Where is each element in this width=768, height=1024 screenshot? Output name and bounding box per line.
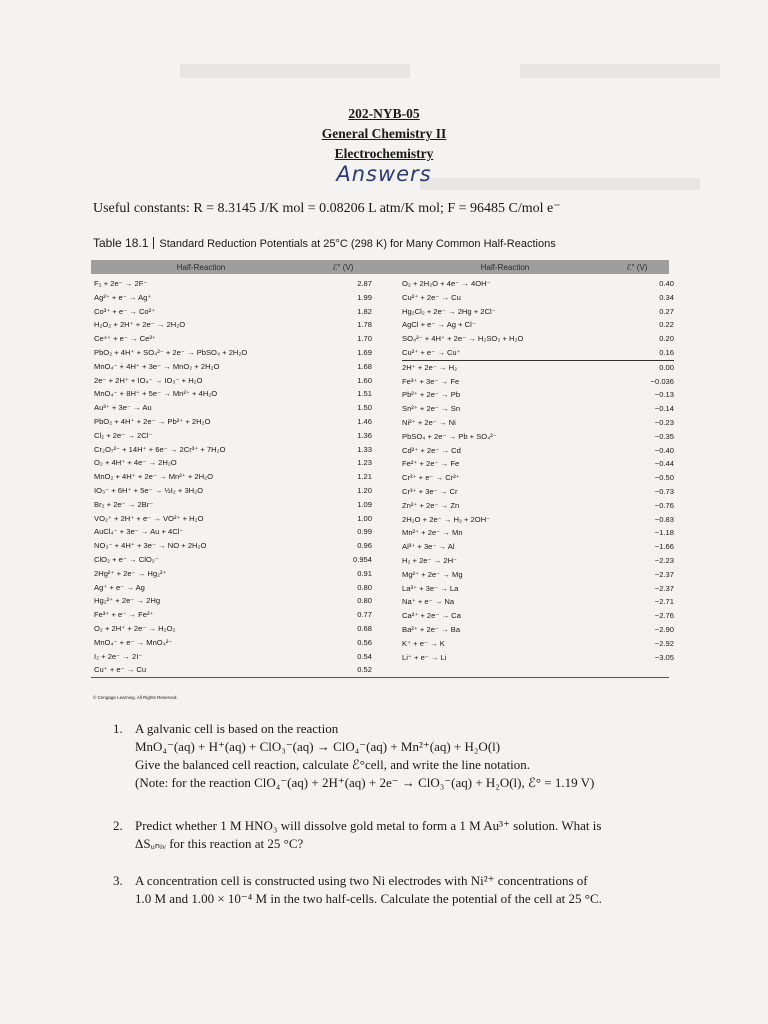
half-reaction-cell: Ag⁺ + e⁻ → Ag (94, 582, 145, 592)
question-3 (113, 872, 683, 908)
potential-cell: 0.56 (357, 637, 372, 647)
potential-cell: −2.71 (654, 597, 674, 607)
table-caption-text: Standard Reduction Potentials at 25°C (298 K) for Many Common Half-Reactions (159, 238, 556, 250)
half-reaction-cell: ClO₂ + e⁻ → ClO₂⁻ (94, 554, 159, 564)
half-reaction-cell: PbO₂ + 4H⁺ + 2e⁻ → Pb²⁺ + 2H₂O (94, 416, 211, 426)
table-header-row (91, 260, 669, 274)
half-reaction-cell: Fe³⁺ + 3e⁻ → Fe (402, 376, 460, 386)
question-line: Give the balanced cell reaction, calculate ℰ°cell, and write the line notation. (135, 757, 530, 772)
table-row (402, 582, 674, 596)
left-column (91, 277, 372, 677)
potential-cell: −2.37 (654, 569, 674, 579)
half-reaction-cell: Cr³⁺ + 3e⁻ → Cr (402, 486, 458, 496)
table-row (94, 415, 372, 429)
table-row (94, 346, 372, 360)
question-number: 1. (113, 721, 123, 736)
table-row (94, 443, 372, 457)
table-row (402, 526, 674, 540)
potential-cell: 1.51 (357, 389, 372, 399)
table-row (402, 651, 674, 665)
half-reaction-cell: Zn²⁺ + 2e⁻ → Zn (402, 500, 460, 510)
table-row (402, 291, 674, 305)
half-reaction-cell: Cu⁺ + e⁻ → Cu (94, 665, 147, 675)
table-row (94, 539, 372, 553)
header-potential-right: ℰ° (V) (626, 262, 648, 272)
table-row (402, 402, 674, 416)
table-row (94, 305, 372, 319)
table-row (94, 594, 372, 608)
potential-cell: 0.16 (659, 347, 674, 357)
potential-cell: −2.92 (654, 638, 674, 648)
table-label: Table 18.1 (93, 236, 149, 250)
half-reaction-cell: PbSO₄ + 2e⁻ → Pb + SO₄²⁻ (402, 431, 497, 441)
potential-cell: 1.00 (357, 513, 372, 523)
potential-cell: 0.54 (357, 651, 372, 661)
half-reaction-cell: Hg₂Cl₂ + 2e⁻ → 2Hg + 2Cl⁻ (402, 306, 496, 316)
half-reaction-cell: K⁺ + e⁻ → K (402, 638, 445, 648)
potential-cell: 1.68 (357, 361, 372, 371)
potential-cell: 1.60 (357, 375, 372, 385)
document-topic: Electrochemistry (334, 146, 434, 161)
table-row (402, 318, 674, 332)
potential-cell: 0.27 (659, 306, 674, 316)
bleed-through-shading (520, 64, 720, 78)
table-row (94, 374, 372, 388)
table-row (94, 456, 372, 470)
table-row (94, 291, 372, 305)
table-row (94, 332, 372, 346)
half-reaction-cell: Au³⁺ + 3e⁻ → Au (94, 403, 152, 413)
potential-cell: 0.91 (357, 568, 372, 578)
potential-cell: 2.87 (357, 279, 372, 288)
half-reaction-cell: Pb²⁺ + 2e⁻ → Pb (402, 390, 461, 400)
table-row (402, 361, 674, 375)
half-reaction-cell: O₂ + 2H₂O + 4e⁻ → 4OH⁻ (402, 279, 491, 288)
reduction-potential-table (91, 260, 674, 678)
potential-cell: −3.05 (654, 652, 674, 662)
table-row (402, 332, 674, 346)
course-code: 202-NYB-05 (348, 106, 420, 121)
half-reaction-cell: Na⁺ + e⁻ → Na (402, 597, 455, 607)
half-reaction-cell: O₂ + 4H⁺ + 4e⁻ → 2H₂O (94, 458, 177, 468)
table-row (402, 457, 674, 471)
potential-cell: 0.954 (352, 554, 372, 564)
half-reaction-cell: SO₄²⁻ + 4H⁺ + 2e⁻ → H₂SO₃ + H₂O (402, 334, 524, 344)
potential-cell: 1.50 (357, 403, 372, 413)
table-row (94, 567, 372, 581)
half-reaction-cell: Mn²⁺ + 2e⁻ → Mn (402, 528, 463, 538)
potential-cell: 1.09 (357, 499, 372, 509)
half-reaction-cell: NO₃⁻ + 4H⁺ + 3e⁻ → NO + 2H₂O (94, 541, 207, 551)
table-row (94, 360, 372, 374)
half-reaction-cell: H₂O₂ + 2H⁺ + 2e⁻ → 2H₂O (94, 320, 186, 330)
header-potential-left: ℰ° (V) (332, 262, 354, 272)
half-reaction-cell: MnO₂ + 4H⁺ + 2e⁻ → Mn²⁺ + 2H₂O (94, 472, 213, 482)
potential-cell: 1.69 (357, 347, 372, 357)
bleed-through-shading (180, 64, 410, 78)
useful-constants: Useful constants: R = 8.3145 J/K mol = 0.08206 L atm/K mol; F = 96485 C/mol e⁻ (93, 201, 561, 216)
potential-cell: 1.46 (357, 416, 372, 426)
half-reaction-cell: MnO₄⁻ + e⁻ → MnO₄²⁻ (94, 637, 173, 647)
potential-cell: −2.23 (654, 555, 674, 565)
half-reaction-cell: Ce⁴⁺ + e⁻ → Ce³⁺ (94, 334, 156, 344)
half-reaction-cell: O₂ + 2H⁺ + 2e⁻ → H₂O₂ (94, 623, 176, 633)
potential-cell: −0.76 (654, 500, 674, 510)
potential-cell: −0.44 (654, 459, 674, 469)
half-reaction-cell: PbO₂ + 4H⁺ + SO₄²⁻ + 2e⁻ → PbSO₄ + 2H₂O (94, 347, 248, 357)
table-row (94, 608, 372, 622)
table-row (94, 429, 372, 443)
header-half-reaction-right: Half-Reaction (480, 262, 530, 272)
table-row (94, 484, 372, 498)
potential-cell: 1.82 (357, 306, 372, 316)
half-reaction-cell: Fe²⁺ + 2e⁻ → Fe (402, 459, 460, 469)
half-reaction-cell: 2e⁻ + 2H⁺ + IO₄⁻ → IO₃⁻ + H₂O (94, 375, 203, 385)
half-reaction-cell: F₂ + 2e⁻ → 2F⁻ (94, 279, 148, 288)
potential-cell: −0.50 (654, 473, 674, 483)
half-reaction-cell: Al³⁺ + 3e⁻ → Al (402, 542, 455, 552)
half-reaction-cell: Cr₂O₇²⁻ + 14H⁺ + 6e⁻ → 2Cr³⁺ + 7H₂O (94, 444, 226, 454)
potential-cell: 0.80 (357, 582, 372, 592)
table-row (94, 663, 372, 677)
half-reaction-cell: Fe³⁺ + e⁻ → Fe²⁺ (94, 610, 154, 620)
question-2 (113, 817, 683, 853)
half-reaction-cell: Br₂ + 2e⁻ → 2Br⁻ (94, 499, 154, 509)
table-row (402, 485, 674, 499)
right-column (402, 277, 674, 677)
potential-cell: 0.22 (659, 320, 674, 330)
table-row (402, 416, 674, 430)
half-reaction-cell: Hg₂²⁺ + 2e⁻ → 2Hg (94, 596, 161, 606)
half-reaction-cell: Cu²⁺ + 2e⁻ → Cu (402, 292, 461, 302)
potential-cell: −1.66 (654, 542, 674, 552)
table-row (402, 595, 674, 609)
half-reaction-cell: Ba²⁺ + 2e⁻ → Ba (402, 624, 461, 634)
table-row (94, 512, 372, 526)
table-row (402, 444, 674, 458)
table-row (94, 277, 372, 291)
half-reaction-cell: La³⁺ + 3e⁻ → La (402, 583, 459, 593)
table-row (94, 401, 372, 415)
potential-cell: 0.40 (659, 279, 674, 288)
table-row (402, 637, 674, 651)
half-reaction-cell: I₂ + 2e⁻ → 2I⁻ (94, 651, 143, 661)
question-line: 1.0 M and 1.00 × 10⁻⁴ M in the two half-cells. Calculate the potential of the cell at 25 °C. (135, 891, 602, 906)
potential-cell: 1.20 (357, 485, 372, 495)
question-number: 2. (113, 818, 123, 833)
half-reaction-cell: AgCl + e⁻ → Ag + Cl⁻ (402, 320, 476, 330)
potential-cell: 0.68 (357, 623, 372, 633)
potential-cell: 1.99 (357, 292, 372, 302)
half-reaction-cell: 2H⁺ + 2e⁻ → H₂ (402, 362, 458, 372)
handwritten-answers: Answers (336, 162, 432, 186)
potential-cell: 1.23 (357, 458, 372, 468)
potential-cell: 1.70 (357, 334, 372, 344)
table-row (94, 318, 372, 332)
half-reaction-cell: MnO₄⁻ + 4H⁺ + 3e⁻ → MnO₂ + 2H₂O (94, 361, 220, 371)
table-row (402, 346, 674, 361)
document-title: General Chemistry II (321, 126, 447, 141)
header-half-reaction-left: Half-Reaction (176, 262, 226, 272)
potential-cell: 0.77 (357, 610, 372, 620)
table-row (402, 305, 674, 319)
table-row (402, 430, 674, 444)
question-line: ΔSᵤₙᵢᵥ for this reaction at 25 °C? (135, 836, 304, 851)
question-1 (113, 720, 683, 792)
potential-cell: −0.13 (654, 390, 674, 400)
potential-cell: 0.34 (659, 292, 674, 302)
question-line: A concentration cell is constructed using two Ni electrodes with Ni²⁺ concentrations of (135, 873, 588, 888)
potential-cell: −0.35 (654, 431, 674, 441)
potential-cell: −0.83 (654, 514, 674, 524)
potential-cell: 0.20 (659, 334, 674, 344)
potential-cell: −0.036 (650, 376, 674, 386)
table-row (402, 471, 674, 485)
potential-cell: 1.36 (357, 430, 372, 440)
half-reaction-cell: Ag²⁺ + e⁻ → Ag⁺ (94, 292, 152, 302)
potential-cell: −0.23 (654, 417, 674, 427)
half-reaction-cell: H₂ + 2e⁻ → 2H⁻ (402, 555, 458, 565)
question-number: 3. (113, 873, 123, 888)
table-row (402, 623, 674, 637)
potential-cell: −2.37 (654, 583, 674, 593)
half-reaction-cell: Cd²⁺ + 2e⁻ → Cd (402, 445, 461, 455)
table-caption (93, 236, 556, 250)
table-row (402, 513, 674, 527)
table-row (402, 554, 674, 568)
table-row (402, 609, 674, 623)
table-row (402, 388, 674, 402)
table-row (94, 553, 372, 567)
half-reaction-cell: Cl₂ + 2e⁻ → 2Cl⁻ (94, 430, 153, 440)
question-line: A galvanic cell is based on the reaction (135, 721, 339, 736)
half-reaction-cell: VO₂⁺ + 2H⁺ + e⁻ → VO²⁺ + H₂O (94, 513, 204, 523)
half-reaction-cell: Sn²⁺ + 2e⁻ → Sn (402, 404, 461, 414)
half-reaction-cell: Mg²⁺ + 2e⁻ → Mg (402, 569, 463, 579)
table-row (402, 540, 674, 554)
potential-cell: −2.76 (654, 611, 674, 621)
caption-divider (153, 237, 154, 249)
table-row (94, 470, 372, 484)
half-reaction-cell: AuCl₄⁻ + 3e⁻ → Au + 4Cl⁻ (94, 527, 184, 537)
potential-cell: −1.18 (654, 528, 674, 538)
potential-cell: 0.96 (357, 541, 372, 551)
copyright-note: © Cengage Learning. All Rights Reserved. (93, 695, 178, 700)
potential-cell: −0.40 (654, 445, 674, 455)
potential-cell: 0.00 (659, 362, 674, 372)
potential-cell: 1.21 (357, 472, 372, 482)
potential-cell: −0.73 (654, 486, 674, 496)
half-reaction-cell: Ca²⁺ + 2e⁻ → Ca (402, 611, 461, 621)
potential-cell: 0.80 (357, 596, 372, 606)
half-reaction-cell: Ni²⁺ + 2e⁻ → Ni (402, 417, 456, 427)
table-row (402, 277, 674, 291)
table-row (94, 525, 372, 539)
half-reaction-cell: Co³⁺ + e⁻ → Co²⁺ (94, 306, 156, 316)
table-row (402, 375, 674, 389)
half-reaction-cell: IO₃⁻ + 6H⁺ + 5e⁻ → ½I₂ + 3H₂O (94, 485, 204, 495)
half-reaction-cell: 2Hg²⁺ + 2e⁻ → Hg₂²⁺ (94, 568, 167, 578)
table-row (94, 387, 372, 401)
half-reaction-cell: Li⁺ + e⁻ → Li (402, 652, 447, 662)
half-reaction-cell: MnO₄⁻ + 8H⁺ + 5e⁻ → Mn²⁺ + 4H₂O (94, 389, 218, 399)
table-row (94, 636, 372, 650)
potential-cell: −0.14 (654, 404, 674, 414)
question-line: (Note: for the reaction ClO₄⁻(aq) + 2H⁺(aq) + 2e⁻ → ClO₃⁻(aq) + H₂O(l), ℰ° = 1.19 V) (135, 775, 595, 790)
table-row (94, 622, 372, 636)
half-reaction-cell: Cu²⁺ + e⁻ → Cu⁺ (402, 347, 461, 357)
half-reaction-cell: 2H₂O + 2e⁻ → H₂ + 2OH⁻ (402, 514, 491, 524)
half-reaction-cell: Cr³⁺ + e⁻ → Cr²⁺ (402, 473, 460, 483)
table-row (402, 568, 674, 582)
table-row (94, 650, 372, 664)
table-row (94, 581, 372, 595)
potential-cell: 1.33 (357, 444, 372, 454)
table-row (402, 499, 674, 513)
potential-cell: −2.90 (654, 624, 674, 634)
question-line: MnO₄⁻(aq) + H⁺(aq) + ClO₃⁻(aq) → ClO₄⁻(aq) + Mn²⁺(aq) + H₂O(l) (135, 739, 501, 754)
question-line: Predict whether 1 M HNO₃ will dissolve gold metal to form a 1 M Au³⁺ solution. What is (135, 818, 602, 833)
potential-cell: 0.99 (357, 527, 372, 537)
potential-cell: 1.78 (357, 320, 372, 330)
potential-cell: 0.52 (357, 665, 372, 675)
table-row (94, 498, 372, 512)
